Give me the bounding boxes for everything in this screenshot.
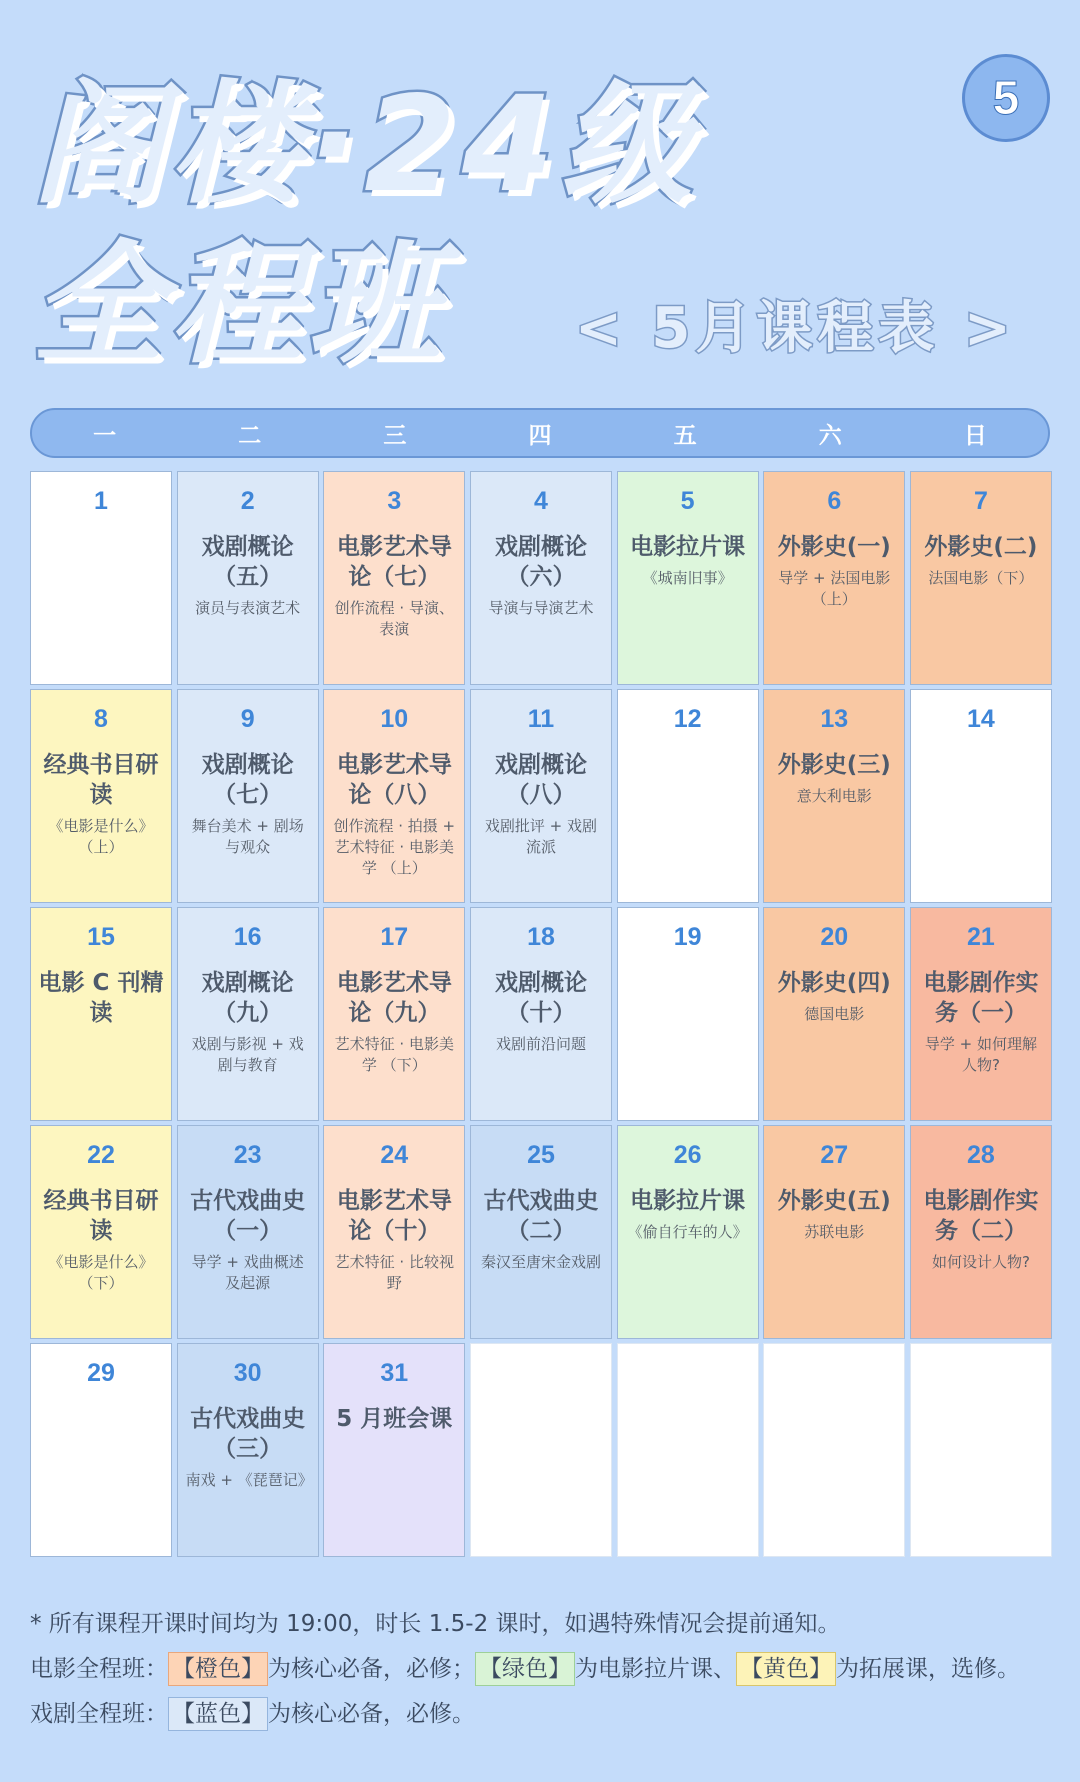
- course-topic: 导学 + 如何理解人物?: [924, 1035, 1037, 1074]
- weekday-tue: 二: [238, 422, 262, 449]
- course-topic: 《偷自行车的人》: [627, 1223, 748, 1241]
- calendar-day-cell: [323, 471, 465, 685]
- course-topic: 戏剧批评 + 戏剧流派: [484, 817, 598, 856]
- day-number: 14: [967, 705, 995, 733]
- calendar-day-cell: [30, 1343, 172, 1557]
- day-number: [764, 1358, 904, 1388]
- calendar-day-cell: [617, 1343, 759, 1557]
- course-title: 电影艺术导论（九）: [336, 970, 452, 1026]
- course-title: 5 月班会课: [336, 1406, 453, 1432]
- calendar-day-cell: [30, 1125, 172, 1339]
- course-topic: 艺术特征 · 电影美学 （下）: [334, 1035, 454, 1074]
- weekday-fri: 五: [673, 422, 697, 449]
- course-title: 电影艺术导论（八）: [336, 752, 452, 808]
- schedule-time-note: * 所有课程开课时间均为 19:00，时长 1.5-2 课时，如遇特殊情况会提前通知。: [30, 1611, 841, 1637]
- blue-legend-tag: 【蓝色】: [168, 1697, 268, 1731]
- calendar-day-cell: [323, 907, 465, 1121]
- film-class-label: 电影全程班：: [30, 1656, 168, 1682]
- day-number: 17: [380, 923, 409, 951]
- day-number: 23: [233, 1141, 262, 1169]
- calendar-day-cell: [763, 689, 905, 903]
- course-title: 外影史(五): [777, 1188, 891, 1214]
- day-number: [911, 1358, 1051, 1388]
- day-number: 6: [827, 487, 842, 515]
- yellow-legend-text: 为拓展课，选修。: [836, 1656, 1020, 1682]
- calendar-day-cell: [30, 907, 172, 1121]
- day-number: 5: [680, 487, 695, 515]
- course-topic: 法国电影（下）: [928, 569, 1034, 587]
- calendar-day-cell: [30, 471, 172, 685]
- calendar-day-cell: [177, 1343, 319, 1557]
- course-title: 电影剧作实务（二）: [923, 1188, 1039, 1244]
- course-title: 古代戏曲史（三）: [190, 1406, 306, 1462]
- calendar-day-cell: [323, 689, 465, 903]
- course-topic: 创作流程 · 拍摄 + 艺术特征 · 电影美学 （上）: [333, 817, 456, 877]
- course-topic: 创作流程 · 导演、 表演: [334, 599, 454, 638]
- day-number: 18: [527, 923, 555, 951]
- calendar-day-cell: [763, 1343, 905, 1557]
- calendar-day-cell: [617, 907, 759, 1121]
- orange-legend-tag: 【橙色】: [168, 1652, 268, 1686]
- calendar-day-cell: [910, 1343, 1052, 1557]
- course-title: 戏剧概论（八）: [494, 752, 587, 808]
- calendar-day-cell: [910, 471, 1052, 685]
- course-topic: 如何设计人物?: [931, 1253, 1030, 1271]
- day-number: 22: [87, 1141, 115, 1169]
- day-number: 3: [387, 487, 402, 515]
- day-number: 21: [967, 923, 995, 951]
- day-number: 28: [967, 1141, 995, 1169]
- course-topic: 德国电影: [804, 1005, 865, 1023]
- course-title: 电影剧作实务（一）: [923, 970, 1039, 1026]
- drama-class-label: 戏剧全程班：: [30, 1701, 168, 1727]
- day-number: 9: [240, 705, 255, 733]
- weekday-sat: 六: [818, 422, 842, 449]
- day-number: 4: [534, 487, 548, 515]
- calendar-day-cell: [910, 1125, 1052, 1339]
- course-topic: 秦汉至唐宋金戏剧: [480, 1253, 601, 1271]
- day-number: 7: [973, 487, 988, 515]
- calendar-day-cell: [470, 689, 612, 903]
- course-title: 经典书目研读: [43, 1188, 159, 1244]
- day-number: 11: [527, 705, 555, 733]
- calendar-day-cell: [470, 471, 612, 685]
- day-number: 19: [673, 923, 702, 951]
- day-number: 26: [673, 1141, 702, 1169]
- day-number: [471, 1358, 611, 1388]
- course-topic: 《电影是什么》（下）: [48, 1253, 154, 1292]
- course-title: 电影艺术导论（七）: [336, 534, 452, 590]
- course-title: 古代戏曲史（一）: [190, 1188, 306, 1244]
- day-number: 27: [820, 1141, 849, 1169]
- calendar-grid: [30, 471, 1050, 1557]
- day-number: [618, 1358, 758, 1388]
- course-topic: 艺术特征 · 比较视野: [334, 1253, 454, 1292]
- course-title: 电影拉片课: [630, 534, 746, 560]
- title-line-1: 阁楼·24级: [32, 68, 698, 222]
- calendar-day-cell: [470, 1343, 612, 1557]
- course-title: 电影 C 刊精读: [38, 970, 164, 1026]
- calendar-day-cell: [177, 907, 319, 1121]
- calendar-day-cell: [30, 689, 172, 903]
- day-number: 12: [673, 705, 702, 733]
- calendar-day-cell: [323, 1343, 465, 1557]
- day-number: 25: [527, 1141, 555, 1169]
- course-title: 外影史(四): [777, 970, 891, 996]
- course-title: 戏剧概论（九）: [201, 970, 294, 1026]
- calendar-day-cell: [763, 471, 905, 685]
- day-number: 1: [94, 487, 108, 515]
- calendar-day-cell: [763, 907, 905, 1121]
- calendar-day-cell: [910, 907, 1052, 1121]
- course-title: 电影拉片课: [630, 1188, 746, 1214]
- calendar-day-cell: [617, 471, 759, 685]
- yellow-legend-tag: 【黄色】: [736, 1652, 836, 1686]
- calendar-day-cell: [910, 689, 1052, 903]
- course-topic: 《城南旧事》: [642, 569, 733, 587]
- course-topic: 舞台美术 + 剧场与观众: [191, 817, 304, 856]
- green-legend-tag: 【绿色】: [475, 1652, 575, 1686]
- month-badge: 5: [962, 54, 1050, 142]
- course-title: 外影史(二): [924, 534, 1038, 560]
- calendar-day-cell: [617, 689, 759, 903]
- title-line-2: 全程班: [32, 228, 446, 382]
- calendar-day-cell: [177, 1125, 319, 1339]
- course-title: 电影艺术导论（十）: [336, 1188, 452, 1244]
- course-topic: 苏联电影: [804, 1223, 865, 1241]
- day-number: 2: [240, 487, 255, 515]
- weekday-header-bar: [30, 408, 1050, 458]
- weekday-thu: 四: [528, 422, 552, 449]
- course-topic: 意大利电影: [796, 787, 872, 805]
- course-topic: 导学 + 戏曲概述及起源: [191, 1253, 304, 1292]
- day-number: 13: [820, 705, 849, 733]
- course-topic: 南戏 + 《琵琶记》: [185, 1471, 313, 1489]
- course-title: 经典书目研读: [43, 752, 159, 808]
- course-title: 戏剧概论（六）: [494, 534, 587, 590]
- calendar-day-cell: [177, 471, 319, 685]
- day-number: 16: [233, 923, 262, 951]
- orange-legend-text: 为核心必备，必修；: [268, 1656, 475, 1682]
- course-title: 戏剧概论（七）: [201, 752, 294, 808]
- schedule-subtitle: < 5月课程表 >: [575, 296, 1016, 361]
- drama-class-legend: [30, 1692, 1020, 1737]
- course-topic: 戏剧前沿问题: [495, 1035, 586, 1053]
- day-number: 31: [380, 1359, 409, 1387]
- course-title: 外影史(一): [777, 534, 891, 560]
- calendar-day-cell: [763, 1125, 905, 1339]
- course-topic: 导演与导演艺术: [488, 599, 594, 617]
- calendar-day-cell: [470, 1125, 612, 1339]
- weekday-mon: 一: [93, 422, 117, 449]
- calendar-day-cell: [323, 1125, 465, 1339]
- weekday-wed: 三: [383, 422, 407, 449]
- day-number: 15: [87, 923, 115, 951]
- day-number: 10: [380, 705, 409, 733]
- course-topic: 《电影是什么》（上）: [48, 817, 154, 856]
- weekday-sun: 日: [963, 422, 987, 449]
- day-number: 20: [820, 923, 849, 951]
- green-legend-text: 为电影拉片课、: [575, 1656, 736, 1682]
- course-topic: 戏剧与影视 + 戏剧与教育: [191, 1035, 304, 1074]
- day-number: 29: [87, 1359, 115, 1387]
- day-number: 24: [380, 1141, 409, 1169]
- footer-notes: [30, 1602, 1020, 1737]
- film-class-legend: [30, 1647, 1020, 1692]
- course-title: 戏剧概论（十）: [494, 970, 587, 1026]
- day-number: 30: [233, 1359, 262, 1387]
- calendar-day-cell: [177, 689, 319, 903]
- day-number: 8: [94, 705, 108, 733]
- course-title: 戏剧概论（五）: [201, 534, 294, 590]
- course-topic: 导学 + 法国电影（上）: [778, 569, 891, 608]
- calendar-day-cell: [617, 1125, 759, 1339]
- course-topic: 演员与表演艺术: [195, 599, 301, 617]
- calendar-day-cell: [470, 907, 612, 1121]
- blue-legend-text: 为核心必备，必修。: [268, 1701, 475, 1727]
- course-title: 古代戏曲史（二）: [483, 1188, 599, 1244]
- course-title: 外影史(三): [777, 752, 891, 778]
